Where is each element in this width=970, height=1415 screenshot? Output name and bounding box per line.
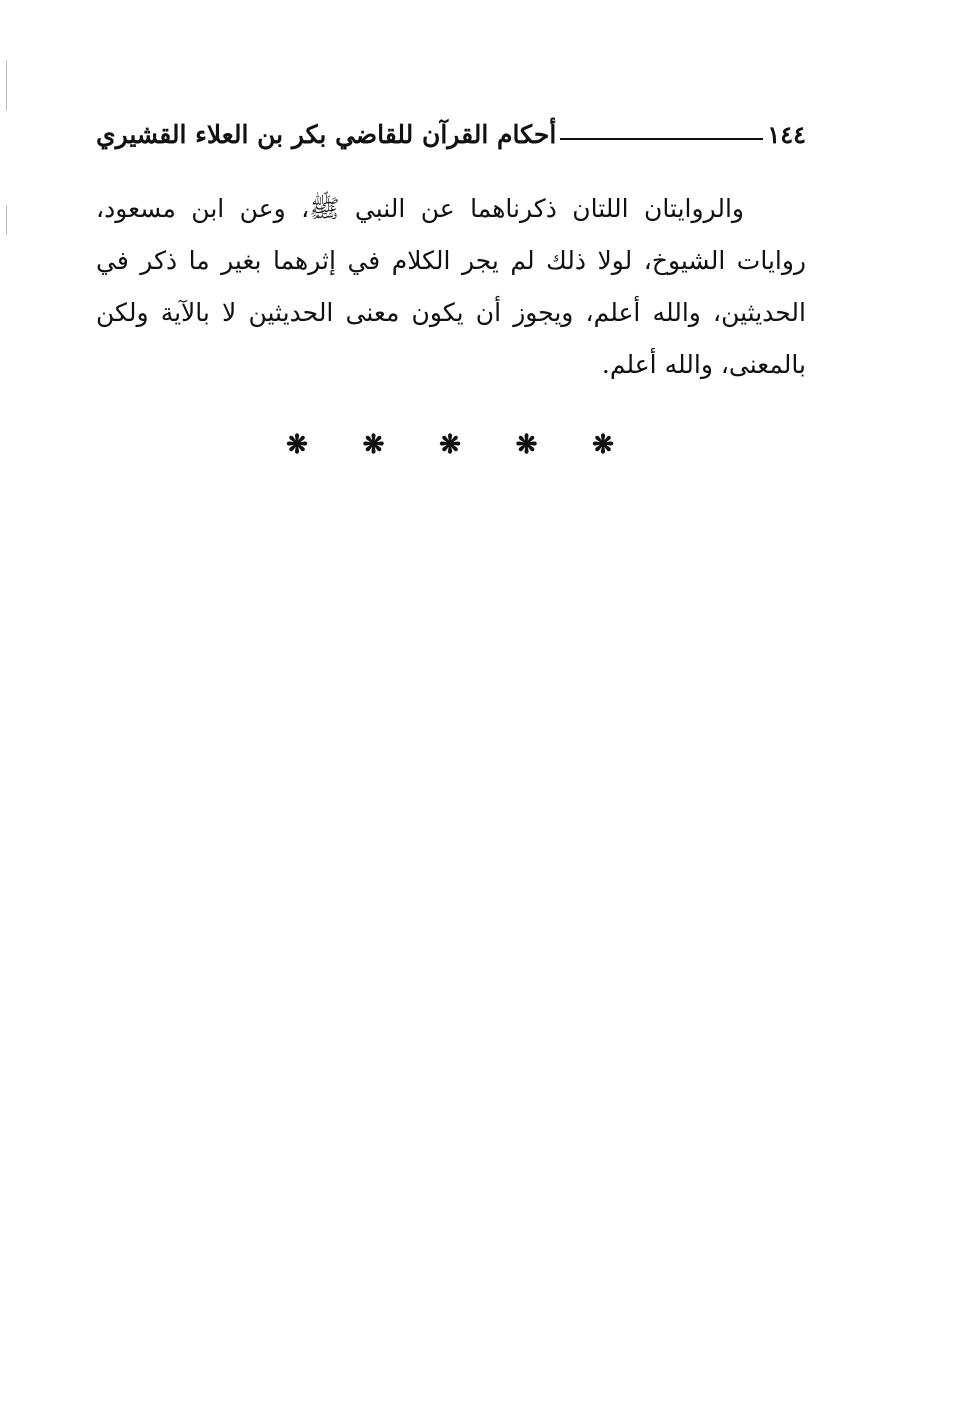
separator-asterisk-icon: ❋ bbox=[515, 430, 538, 460]
page-number: ١٤٤ bbox=[767, 119, 806, 149]
paragraph: والروايتان اللتان ذكرناهما عن النبي ﷺ، وعن ابن مسعود، روايات الشيوخ، لولا ذلك لم يجر الكلام في إثرهما بغير ما ذكر في الحديثين، والله أعلم، ويجوز أن يكون معنى الحديثين لا بالآية ولكن بالمعنى، والله أعلم. bbox=[96, 194, 806, 379]
separator-asterisk-icon: ❋ bbox=[439, 430, 461, 460]
page-header bbox=[96, 112, 806, 156]
section-separator bbox=[260, 430, 640, 460]
body-text bbox=[96, 183, 806, 391]
scan-edge-mark bbox=[6, 205, 7, 235]
separator-asterisk-icon: ❋ bbox=[286, 430, 308, 460]
separator-asterisk-icon: ❋ bbox=[592, 430, 614, 460]
header-rule bbox=[560, 138, 763, 140]
separator-asterisk-icon: ❋ bbox=[362, 430, 385, 460]
running-title: أحكام القرآن للقاضي بكر بن العلاء القشيري bbox=[96, 119, 557, 149]
scan-edge-mark bbox=[6, 60, 7, 110]
